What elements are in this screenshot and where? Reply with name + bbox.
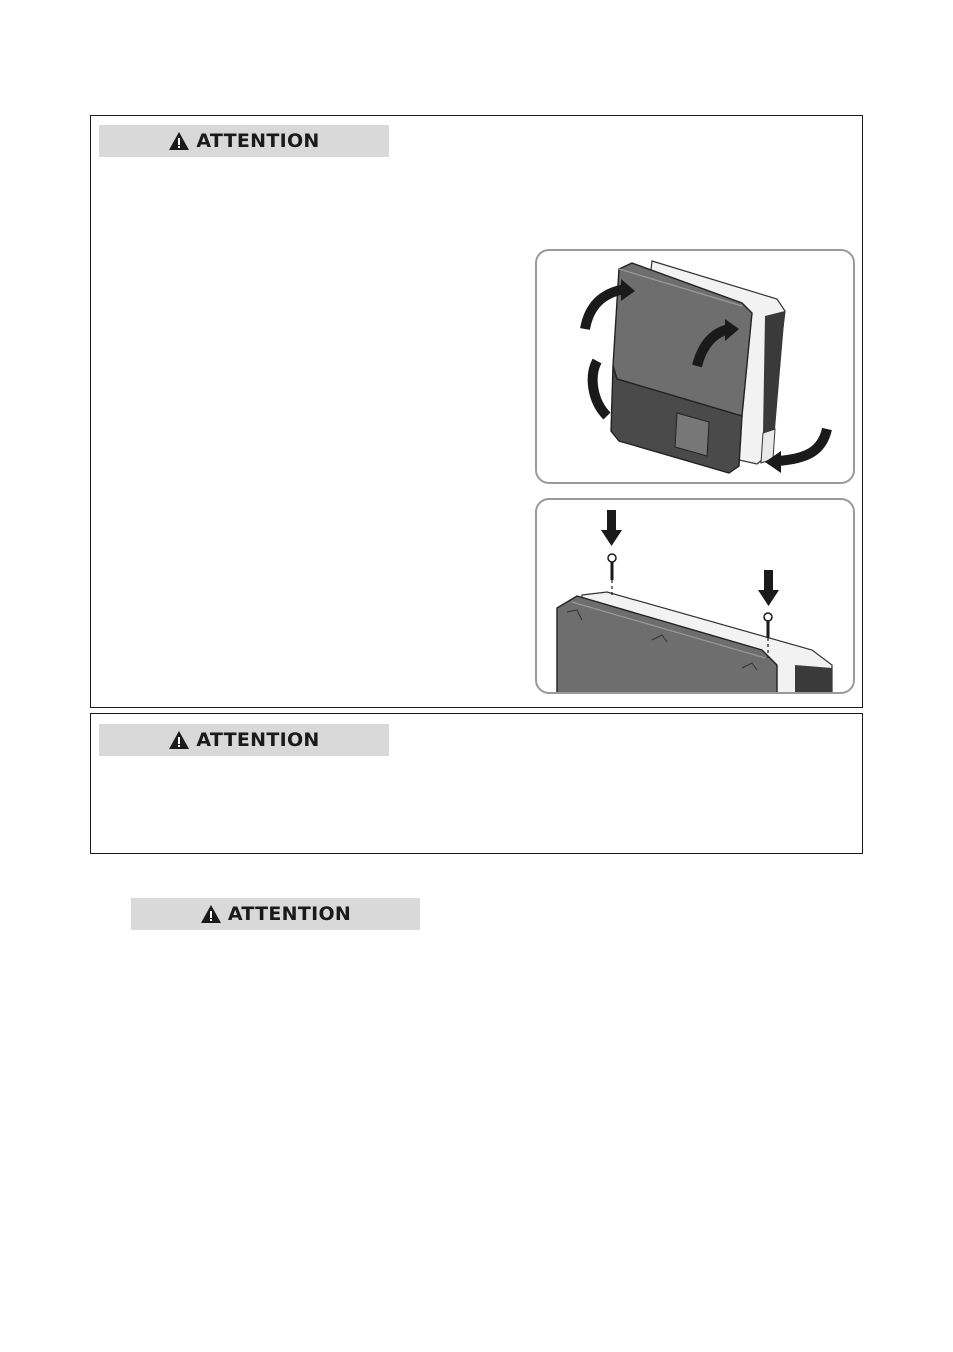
warning-triangle-icon [168,730,190,750]
attention-heading: ATTENTION [196,729,320,751]
warning-triangle-icon [168,131,190,151]
figure-panel-screws [535,498,855,694]
attention-banner-3 [131,898,420,930]
screw-down-arrows-icon [537,500,853,692]
attention-heading: ATTENTION [196,130,320,152]
attention-banner-2 [99,724,389,756]
figure-panel-lift-cover [535,249,855,484]
warning-triangle-icon [200,904,222,924]
attention-banner-1 [99,125,389,157]
lift-cover-arrows-icon [537,251,853,482]
attention-heading: ATTENTION [227,903,352,925]
